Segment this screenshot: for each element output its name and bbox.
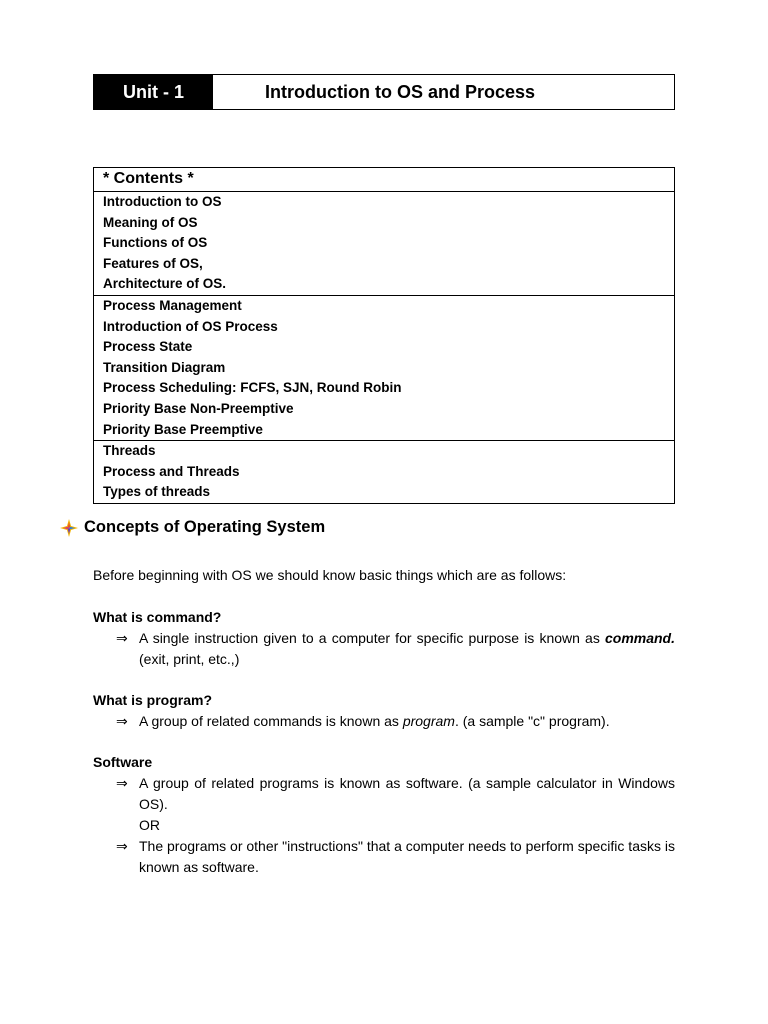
contents-item: Functions of OS <box>103 235 208 251</box>
contents-item: Introduction to OS <box>103 194 222 209</box>
contents-item: Threads <box>103 443 156 459</box>
intro-paragraph: Before beginning with OS we should know basic things which are as follows: <box>93 567 567 583</box>
contents-item: Priority Base Preemptive <box>103 421 263 437</box>
arrow-icon: ⇒ <box>116 838 128 854</box>
software-definition-1: A group of related programs is known as software. (a sample calculator in Windows OS). <box>139 775 675 812</box>
contents-table <box>93 167 675 504</box>
contents-item: Meaning of OS <box>103 214 198 230</box>
contents-group-process <box>94 296 674 441</box>
contents-item: Transition Diagram <box>103 359 226 375</box>
section-heading <box>60 518 325 537</box>
unit-label: Unit - 1 <box>94 75 213 109</box>
four-point-star-icon <box>60 519 78 537</box>
contents-item: Priority Base Non-Preemptive <box>103 400 294 416</box>
program-emphasis: program <box>402 713 455 729</box>
contents-item: Process Scheduling: FCFS, SJN, Round Robin <box>103 380 402 396</box>
program-definition: A group of related commands is known as program. (a sample "c" program). <box>139 713 610 729</box>
contents-group-os <box>94 192 674 296</box>
contents-item: Architecture of OS. <box>103 276 227 292</box>
contents-item: Introduction of OS Process <box>103 318 278 334</box>
unit-title: Introduction to OS and Process <box>265 81 536 102</box>
program-bullet <box>116 711 675 732</box>
contents-item: Features of OS, <box>103 255 203 271</box>
arrow-icon: ⇒ <box>116 775 128 791</box>
contents-item: Process State <box>103 339 193 355</box>
software-bullet-2 <box>116 836 675 878</box>
software-bullet-1 <box>116 773 675 815</box>
command-definition: A single instruction given to a computer for specific purpose is known as command. (exit, print, etc.,) <box>139 630 675 667</box>
or-separator: OR <box>139 817 160 833</box>
contents-heading: * Contents * <box>94 168 674 192</box>
unit-header <box>93 74 675 110</box>
command-bullet <box>116 628 675 670</box>
contents-item: Process Management <box>103 297 242 313</box>
program-heading: What is program? <box>93 692 213 708</box>
software-heading: Software <box>93 754 153 770</box>
command-heading: What is command? <box>93 609 222 625</box>
arrow-icon: ⇒ <box>116 713 128 729</box>
arrow-icon: ⇒ <box>116 630 128 646</box>
contents-item: Types of threads <box>103 484 211 500</box>
contents-group-threads <box>94 441 674 503</box>
section-title: Concepts of Operating System <box>84 518 326 536</box>
software-definition-2: The programs or other "instructions" that a computer needs to perform specific tasks is known as software. <box>139 838 675 875</box>
command-emphasis: command. <box>604 630 675 646</box>
contents-item: Process and Threads <box>103 463 240 479</box>
